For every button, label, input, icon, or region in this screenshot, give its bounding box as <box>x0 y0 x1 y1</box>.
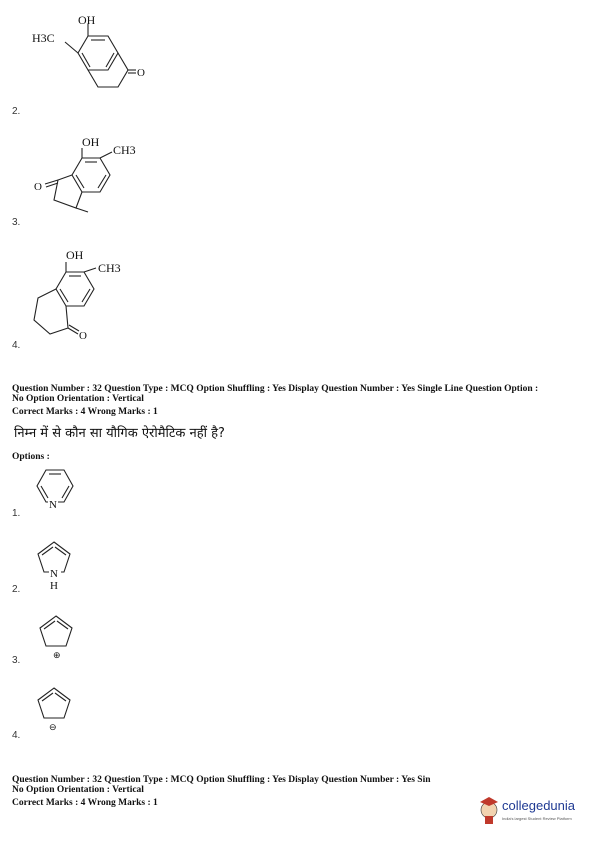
negative-charge-icon: ⊖ <box>49 722 57 732</box>
methyl-label: CH3 <box>113 143 136 157</box>
option-3-cyclopentadienyl-cation <box>30 612 90 664</box>
structure-option-3 <box>20 128 160 228</box>
methyl-label: CH3 <box>98 261 121 275</box>
option-4-cyclopentadienyl-anion <box>28 684 88 736</box>
nitrogen-label: N <box>50 568 58 580</box>
nitrogen-label: N <box>49 499 57 511</box>
option-number: 3. <box>12 655 21 666</box>
option-number: 2. <box>12 106 21 117</box>
structure-option-2 <box>20 10 180 110</box>
option-number: 4. <box>12 730 21 741</box>
question-text: निम्न में से कौन सा यौगिक ऐरोमैटिक नहीं है? <box>14 426 225 441</box>
methyl-label: H3C <box>32 31 55 45</box>
oxygen-label: O <box>137 67 145 79</box>
option-number: 1. <box>12 508 21 519</box>
positive-charge-icon: ⊕ <box>53 650 61 660</box>
option-number: 2. <box>12 584 21 595</box>
option-number: 4. <box>12 340 21 351</box>
hydrogen-label: H <box>50 580 58 592</box>
hydroxyl-label: OH <box>66 248 84 262</box>
option-1-pyridine <box>28 466 88 518</box>
hydroxyl-label: OH <box>82 135 100 149</box>
hydroxyl-label: OH <box>78 13 96 27</box>
question-header-line1: Question Number : 32 Question Type : MCQ Option Shuffling : Yes Display Question Number : Yes Single Line Question Option : <box>12 384 539 394</box>
next-question-marks: Correct Marks : 4 Wrong Marks : 1 <box>12 798 158 808</box>
brand-tagline: India's largest Student Review Platform <box>502 816 572 821</box>
oxygen-label: O <box>34 181 42 193</box>
question-marks: Correct Marks : 4 Wrong Marks : 1 <box>12 407 158 417</box>
options-label: Options : <box>12 452 50 462</box>
brand-name: collegedunia <box>502 798 576 813</box>
oxygen-label: O <box>79 330 87 342</box>
next-question-header-line2: No Option Orientation : Vertical <box>12 785 144 795</box>
collegedunia-watermark <box>478 792 590 828</box>
option-number: 3. <box>12 217 21 228</box>
question-header-line2: No Option Orientation : Vertical <box>12 394 144 404</box>
option-2-pyrrole <box>28 538 88 598</box>
structure-option-4 <box>20 242 160 347</box>
next-question-header-line1: Question Number : 32 Question Type : MCQ Option Shuffling : Yes Display Question Number : Yes Sin <box>12 775 431 785</box>
